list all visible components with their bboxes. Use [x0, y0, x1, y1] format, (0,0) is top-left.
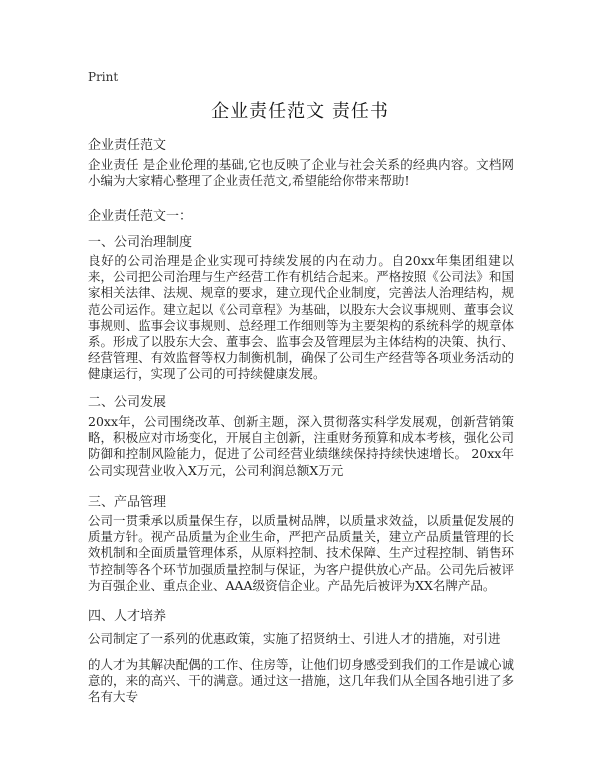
essay-title: 企业责任范文一： — [88, 209, 193, 224]
section-body-talent: 公司制定了一系列的优惠政策，实施了招贤纳士、引进人才的措施，对引进 — [88, 631, 501, 646]
section-heading-product: 三、产品管理 — [88, 495, 167, 510]
section-heading-governance: 一、公司治理制度 — [88, 235, 193, 250]
section-heading-development: 二、公司发展 — [88, 395, 167, 410]
section-body-development: 20xx年，公司围绕改革、创新主题，深入贯彻落实科学发展观，创新营销策略，积极应对市场变化，开展自主创新，注重财务预算和成本考核，强化公司防御和控制风险能力，促进了公司经营业绩继续保持持续快速增长。 20xx年公司实现营业收入X万元，公司利润总额X万元 — [88, 414, 514, 478]
section-body-governance: 良好的公司治理是企业实现可持续发展的内在动力。自20xx年集团组建以来，公司把公司治理与生产经营工作有机结合起来。严格按照《公司法》和国家相关法律、法规、规章的要求，建立现代企业制度，完善法人治理结构，规范公司运作。建立起以《公司章程》为基础，以股东大会议事规则、董事会议事规则、监事会议事规则、总经理工作细则等为主要架构的系统科学的规章体系。形成了以股东大会、董事会、监事会及管理层为主体结构的决策、执行、经营管理、有效监督等权力制衡机制，确保了公司生产经营等各项业务活动的健康运行，实现了公司的可持续健康发展。 — [88, 253, 514, 382]
section-heading-talent: 四、人才培养 — [88, 609, 167, 624]
page-title: 企业责任范文 责任书 — [211, 101, 389, 122]
print-link[interactable]: Print — [88, 70, 119, 84]
continuation-paragraph: 的人才为其解决配偶的工作、住房等，让他们切身感受到我们的工作是诚心诚意的，来的高兴、干的满意。通过这一措施，这几年我们从全国各地引进了多名有大专 — [88, 657, 514, 705]
document-subtitle: 企业责任范文 — [88, 138, 167, 153]
intro-paragraph: 企业责任 是企业伦理的基础,它也反映了企业与社会关系的经典内容。文档网小编为大家精心整理了企业责任范文,希望能给你带来帮助! — [88, 157, 514, 189]
section-body-product: 公司一贯秉承以质量保生存，以质量树品牌，以质量求效益，以质量促发展的质量方针。视产品质量为企业生命，严把产品质量关，建立产品质量管理的长效机制和全面质量管理体系，从原料控制、技术保障、生产过程控制、销售环节控制等各个环节加强质量控制与保证，为客户提供放心产品。公司先后被评为百强企业、重点企业、AAA级资信企业。产品先后被评为XX名牌产品。 — [88, 513, 514, 593]
